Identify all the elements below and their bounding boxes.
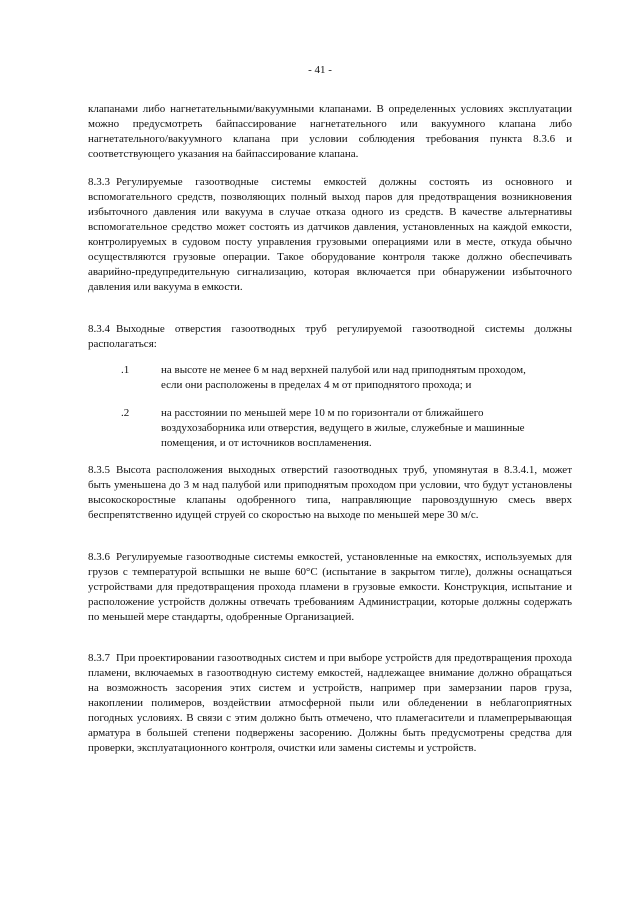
page-number: - 41 - [308,64,332,76]
paragraph-8-3-3 [88,175,572,295]
list-item-text: на расстоянии по меньшей мере 10 м по горизонтали от ближайшего воздухозаборника или отверстия, ведущего в жилые, служебные и машинные помещения, и от источников воспламенения. [161,407,525,449]
paragraph-8-3-7 [88,651,572,756]
section-text: Регулируемые газоотводные системы емкостей, установленные на емкостях, используемых для грузов с температурой вспышки не выше 60°C (испытание в закрытом тигле), должны оснащаться устройствами для предотвращения прохода пламени в грузовые емкости. Конструкция, испытание и расположение устройств должны отвечать требованиям Администрации, которые должны содержать по меньшей мере стандарты, одобренные Организацией. [88,551,572,623]
section-number: 8.3.6 [88,551,110,563]
list-marker: .2 [121,407,130,419]
paragraph-8-3-5 [88,463,572,523]
section-number: 8.3.4 [88,323,110,335]
section-text: Выходные отверстия газоотводных труб регулируемой газоотводной системы должны располагаться: [88,323,572,350]
paragraph-8-3-4 [88,322,572,352]
section-text: Регулируемые газоотводные системы емкостей должны состоять из основного и вспомогательного средств, позволяющих полный выход паров для предотвращения возникновения избыточного давления или вакуума в случае отказа одного из средств. В качестве альтернативы вспомогательное средство может состоять из датчиков давления, установленных на каждой емкости, контролируемых в судовом посту управления грузовыми операциями или в месте, откуда обычно осуществляются грузовые операции. Такое оборудование контроля также должно обеспечивать аварийно-предупредительную сигнализацию, которая включается при обнаружении избыточного давления или вакуума в емкости. [88,176,572,293]
section-text: При проектировании газоотводных систем и при выборе устройств для предотвращения прохода пламени, включаемых в газоотводную систему емкостей, надлежащее внимание должно обращаться на возможность засорения этих систем и устройств, например при замерзании паров груза, накоплении полимеров, воздействии атмосферной пыли или обледенении в неблагоприятных погодных условиях. В связи с этим должно быть отмечено, что пламегасители и пламепрерывающая арматура в большей степени подвержены засорению. Должны быть предусмотрены средства для проверки, эксплуатационного контроля, очистки или замены системы и устройств. [88,652,572,754]
section-number: 8.3.5 [88,464,110,476]
list-item [121,363,541,393]
paragraph-continued: клапанами либо нагнетательными/вакуумными клапанами. В определенных условиях эксплуатации можно предусмотреть байпассирование нагнетательного или вакуумного клапана либо нагнетательного/вакуумного клапана при условии соблюдения требования пункта 8.3.6 и соответствующего указания на байпассирование клапана. [88,103,572,160]
section-text: Высота расположения выходных отверстий газоотводных труб, упомянутая в 8.3.4.1, может быть уменьшена до 3 м над палубой или приподнятым проходом при условии, что будут установлены высокоскоростные клапаны одобренного типа, направляющие паровоздушную смесь вверх беспрепятственно идущей струей со скоростью на выходе по меньшей мере 30 м/с. [88,464,572,521]
list-item [121,406,541,451]
section-number: 8.3.7 [88,652,110,664]
section-number: 8.3.3 [88,176,110,188]
list-marker: .1 [121,364,130,376]
list-item-text: на высоте не менее 6 м над верхней палубой или над приподнятым проходом, если они расположены в пределах 4 м от приподнятого прохода; и [161,364,526,391]
paragraph-8-3-6 [88,550,572,625]
